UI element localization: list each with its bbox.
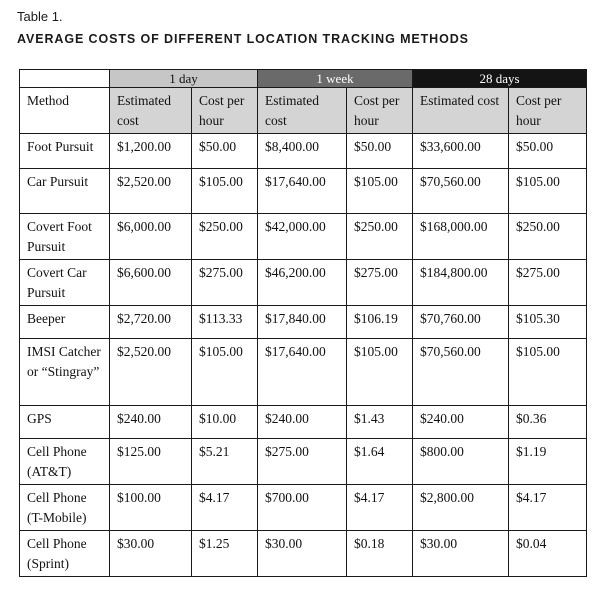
cell-method: Cell Phone (T-Mobile) bbox=[20, 485, 110, 531]
period-header-1-week: 1 week bbox=[258, 70, 413, 88]
cell-28days-estimated-cost: $184,800.00 bbox=[413, 260, 509, 306]
cell-day-estimated-cost: $1,200.00 bbox=[110, 134, 192, 169]
cell-day-estimated-cost: $6,000.00 bbox=[110, 214, 192, 260]
table-row bbox=[20, 339, 587, 406]
cell-week-estimated-cost: $275.00 bbox=[258, 439, 347, 485]
column-header-row bbox=[20, 88, 587, 134]
cell-28days-estimated-cost: $70,560.00 bbox=[413, 169, 509, 214]
cell-28days-cost-per-hour: $4.17 bbox=[509, 485, 587, 531]
table-row bbox=[20, 531, 587, 577]
cell-28days-cost-per-hour: $105.00 bbox=[509, 339, 587, 406]
cell-28days-cost-per-hour: $275.00 bbox=[509, 260, 587, 306]
cell-28days-estimated-cost: $33,600.00 bbox=[413, 134, 509, 169]
table-row bbox=[20, 214, 587, 260]
cell-day-cost-per-hour: $105.00 bbox=[192, 169, 258, 214]
cell-method: Car Pursuit bbox=[20, 169, 110, 214]
table-row bbox=[20, 439, 587, 485]
cell-28days-cost-per-hour: $50.00 bbox=[509, 134, 587, 169]
cell-day-cost-per-hour: $105.00 bbox=[192, 339, 258, 406]
cell-method: IMSI Catcher or “Stingray” bbox=[20, 339, 110, 406]
cell-day-estimated-cost: $125.00 bbox=[110, 439, 192, 485]
cell-week-cost-per-hour: $105.00 bbox=[347, 339, 413, 406]
cell-week-estimated-cost: $17,640.00 bbox=[258, 169, 347, 214]
cell-day-cost-per-hour: $250.00 bbox=[192, 214, 258, 260]
table-row bbox=[20, 406, 587, 439]
cell-28days-estimated-cost: $800.00 bbox=[413, 439, 509, 485]
costs-table bbox=[19, 69, 587, 577]
table-row bbox=[20, 485, 587, 531]
table-row bbox=[20, 169, 587, 214]
cell-day-estimated-cost: $2,520.00 bbox=[110, 339, 192, 406]
cell-week-estimated-cost: $240.00 bbox=[258, 406, 347, 439]
cell-week-estimated-cost: $700.00 bbox=[258, 485, 347, 531]
column-header-week-cost-per-hour: Cost per hour bbox=[347, 88, 413, 134]
period-header-1-day: 1 day bbox=[110, 70, 258, 88]
table-title: AVERAGE COSTS OF DIFFERENT LOCATION TRACKING METHODS bbox=[17, 32, 469, 46]
cell-method: GPS bbox=[20, 406, 110, 439]
table-caption: Table 1. bbox=[17, 9, 63, 24]
cell-method: Cell Phone (Sprint) bbox=[20, 531, 110, 577]
cell-week-cost-per-hour: $105.00 bbox=[347, 169, 413, 214]
cell-week-cost-per-hour: $4.17 bbox=[347, 485, 413, 531]
cell-week-cost-per-hour: $0.18 bbox=[347, 531, 413, 577]
table-row bbox=[20, 306, 587, 339]
cell-28days-estimated-cost: $168,000.00 bbox=[413, 214, 509, 260]
cell-week-cost-per-hour: $1.43 bbox=[347, 406, 413, 439]
cell-28days-cost-per-hour: $105.00 bbox=[509, 169, 587, 214]
cell-28days-estimated-cost: $240.00 bbox=[413, 406, 509, 439]
cell-day-estimated-cost: $30.00 bbox=[110, 531, 192, 577]
cell-week-estimated-cost: $30.00 bbox=[258, 531, 347, 577]
cell-week-estimated-cost: $17,840.00 bbox=[258, 306, 347, 339]
cell-28days-estimated-cost: $70,560.00 bbox=[413, 339, 509, 406]
cell-week-estimated-cost: $8,400.00 bbox=[258, 134, 347, 169]
column-header-method: Method bbox=[20, 88, 110, 134]
cell-day-estimated-cost: $2,520.00 bbox=[110, 169, 192, 214]
column-header-28days-estimated-cost: Estimated cost bbox=[413, 88, 509, 134]
column-header-week-estimated-cost: Estimated cost bbox=[258, 88, 347, 134]
column-header-day-estimated-cost: Estimated cost bbox=[110, 88, 192, 134]
cell-day-estimated-cost: $6,600.00 bbox=[110, 260, 192, 306]
cell-28days-estimated-cost: $70,760.00 bbox=[413, 306, 509, 339]
cell-28days-cost-per-hour: $1.19 bbox=[509, 439, 587, 485]
cell-28days-cost-per-hour: $0.04 bbox=[509, 531, 587, 577]
cell-day-estimated-cost: $240.00 bbox=[110, 406, 192, 439]
period-header-28-days: 28 days bbox=[413, 70, 587, 88]
cell-week-estimated-cost: $17,640.00 bbox=[258, 339, 347, 406]
cell-day-cost-per-hour: $1.25 bbox=[192, 531, 258, 577]
column-header-day-cost-per-hour: Cost per hour bbox=[192, 88, 258, 134]
cell-day-estimated-cost: $100.00 bbox=[110, 485, 192, 531]
cell-week-cost-per-hour: $250.00 bbox=[347, 214, 413, 260]
table-row bbox=[20, 260, 587, 306]
header-corner bbox=[20, 70, 110, 88]
cell-method: Covert Foot Pursuit bbox=[20, 214, 110, 260]
cell-day-cost-per-hour: $113.33 bbox=[192, 306, 258, 339]
cell-method: Cell Phone (AT&T) bbox=[20, 439, 110, 485]
cell-method: Beeper bbox=[20, 306, 110, 339]
cell-28days-cost-per-hour: $105.30 bbox=[509, 306, 587, 339]
cell-day-cost-per-hour: $50.00 bbox=[192, 134, 258, 169]
cell-week-estimated-cost: $42,000.00 bbox=[258, 214, 347, 260]
cell-week-estimated-cost: $46,200.00 bbox=[258, 260, 347, 306]
cell-day-cost-per-hour: $5.21 bbox=[192, 439, 258, 485]
cell-week-cost-per-hour: $275.00 bbox=[347, 260, 413, 306]
table-body bbox=[20, 134, 587, 577]
cell-28days-estimated-cost: $2,800.00 bbox=[413, 485, 509, 531]
period-header-row bbox=[20, 70, 587, 88]
table-row bbox=[20, 134, 587, 169]
column-header-28days-cost-per-hour: Cost per hour bbox=[509, 88, 587, 134]
cell-day-cost-per-hour: $4.17 bbox=[192, 485, 258, 531]
cell-week-cost-per-hour: $1.64 bbox=[347, 439, 413, 485]
cell-method: Foot Pursuit bbox=[20, 134, 110, 169]
cell-day-cost-per-hour: $10.00 bbox=[192, 406, 258, 439]
cell-28days-estimated-cost: $30.00 bbox=[413, 531, 509, 577]
cell-28days-cost-per-hour: $250.00 bbox=[509, 214, 587, 260]
cell-day-estimated-cost: $2,720.00 bbox=[110, 306, 192, 339]
cell-method: Covert Car Pursuit bbox=[20, 260, 110, 306]
cell-week-cost-per-hour: $50.00 bbox=[347, 134, 413, 169]
cell-week-cost-per-hour: $106.19 bbox=[347, 306, 413, 339]
cell-28days-cost-per-hour: $0.36 bbox=[509, 406, 587, 439]
cell-day-cost-per-hour: $275.00 bbox=[192, 260, 258, 306]
